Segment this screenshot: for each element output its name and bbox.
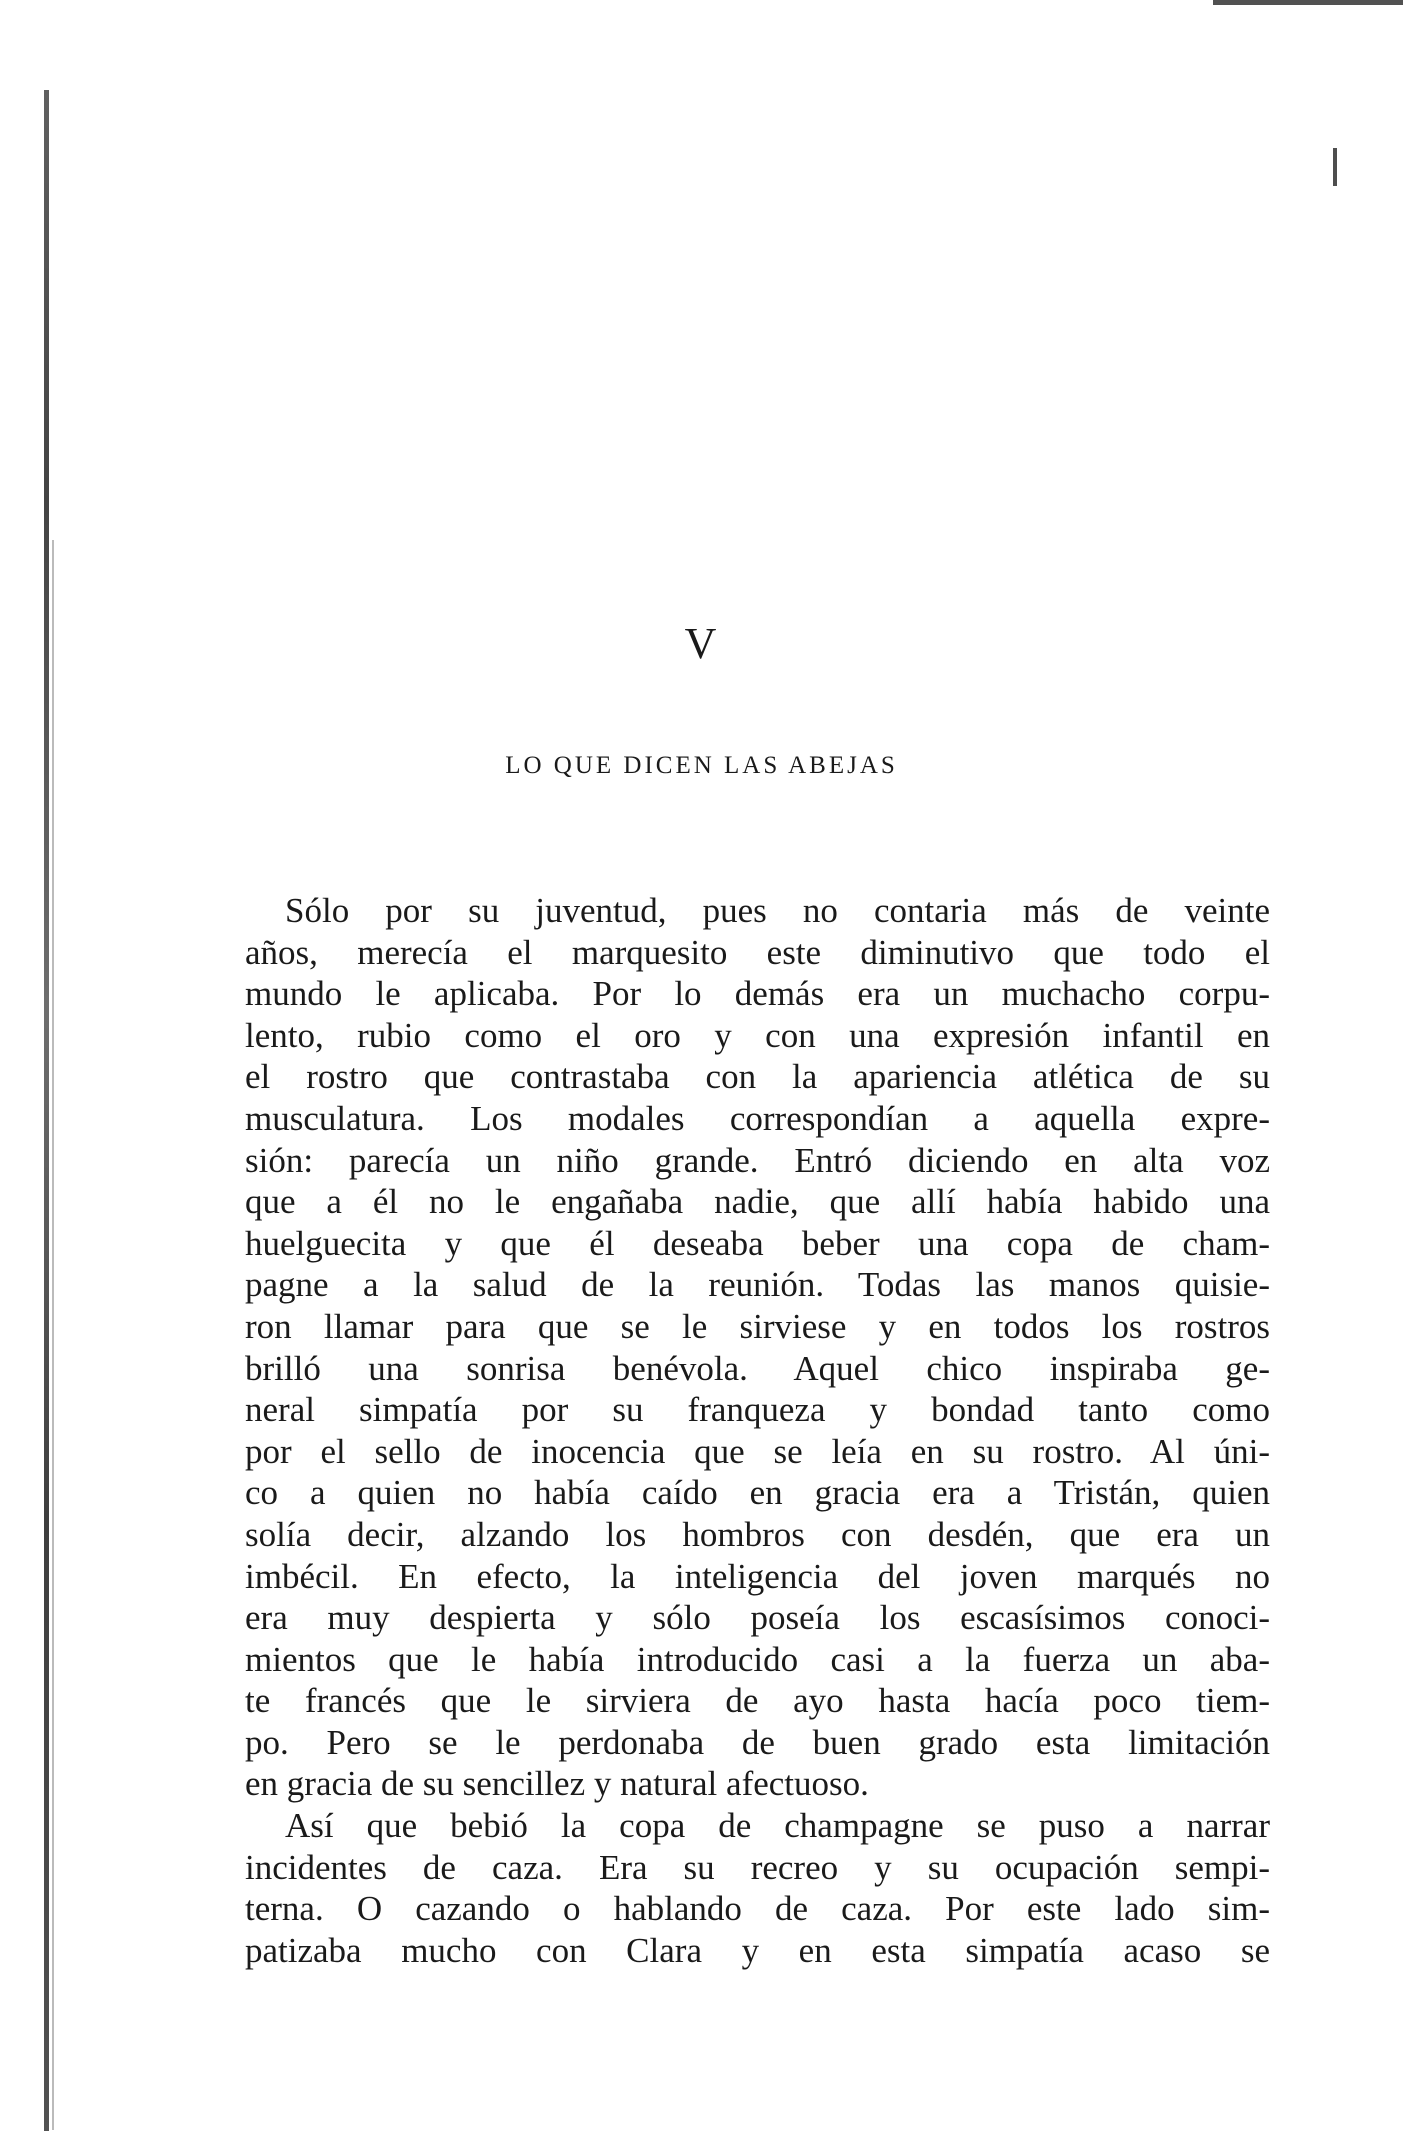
text-line: mientos que le había introducido casi a la fuerza un aba-: [245, 1639, 1270, 1679]
body-text: [245, 890, 1270, 1971]
text-line: mundo le aplicaba. Por lo demás era un muchacho corpu-: [245, 974, 1270, 1014]
text-line: por el sello de inocencia que se leía en su rostro. Al úni-: [245, 1431, 1270, 1471]
chapter-title: LO QUE DICEN LAS ABEJAS: [505, 752, 898, 779]
text-line: Sólo por su juventud, pues no contaria más de veinte: [285, 891, 1270, 930]
text-line: Así que bebió la copa de champagne se puso a narrar: [285, 1806, 1270, 1846]
paragraph: [245, 1805, 1270, 1971]
text-line: co a quien no había caído en gracia era a Tristán, quien: [245, 1473, 1270, 1513]
ink-speck: [1333, 148, 1337, 186]
text-line: po. Pero se le perdonaba de buen grado esta limitación: [245, 1722, 1270, 1762]
text-line: sión: parecía un niño grande. Entró diciendo en alta voz: [245, 1140, 1270, 1180]
text-line: pagne a la salud de la reunión. Todas las manos quisie-: [245, 1265, 1270, 1305]
text-line: ron llamar para que se le sirviese y en todos los rostros: [245, 1306, 1270, 1346]
text-line: lento, rubio como el oro y con una expresión infantil en: [245, 1015, 1270, 1055]
text-line: años, merecía el marquesito este diminutivo que todo el: [245, 932, 1270, 972]
text-line: patizaba mucho con Clara y en esta simpatía acaso se: [245, 1930, 1270, 1970]
scan-edge-mark: [1213, 0, 1403, 5]
text-line: imbécil. En efecto, la inteligencia del joven marqués no: [245, 1556, 1270, 1596]
text-line: en gracia de su sencillez y natural afectuoso.: [245, 1764, 869, 1804]
text-line: te francés que le sirviera de ayo hasta hacía poco tiem-: [245, 1681, 1270, 1721]
text-line: solía decir, alzando los hombros con desdén, que era un: [245, 1514, 1270, 1554]
paragraph: [245, 890, 1270, 1805]
text-line: neral simpatía por su franqueza y bondad tanto como: [245, 1390, 1270, 1430]
chapter-number: V: [684, 619, 719, 668]
text-line: era muy despierta y sólo poseía los escasísimos conoci-: [245, 1598, 1270, 1638]
text-line: musculatura. Los modales correspondían a aquella expre-: [245, 1098, 1270, 1138]
text-line: incidentes de caza. Era su recreo y su ocupación sempi-: [245, 1847, 1270, 1887]
binding-edge: [44, 90, 49, 2131]
text-line: brilló una sonrisa benévola. Aquel chico inspiraba ge-: [245, 1348, 1270, 1388]
text-line: el rostro que contrastaba con la apariencia atlética de su: [245, 1057, 1270, 1097]
text-line: que a él no le engañaba nadie, que allí había habido una: [245, 1182, 1270, 1222]
text-line: terna. O cazando o hablando de caza. Por este lado sim-: [245, 1889, 1270, 1929]
text-line: huelguecita y que él deseaba beber una copa de cham-: [245, 1223, 1270, 1263]
